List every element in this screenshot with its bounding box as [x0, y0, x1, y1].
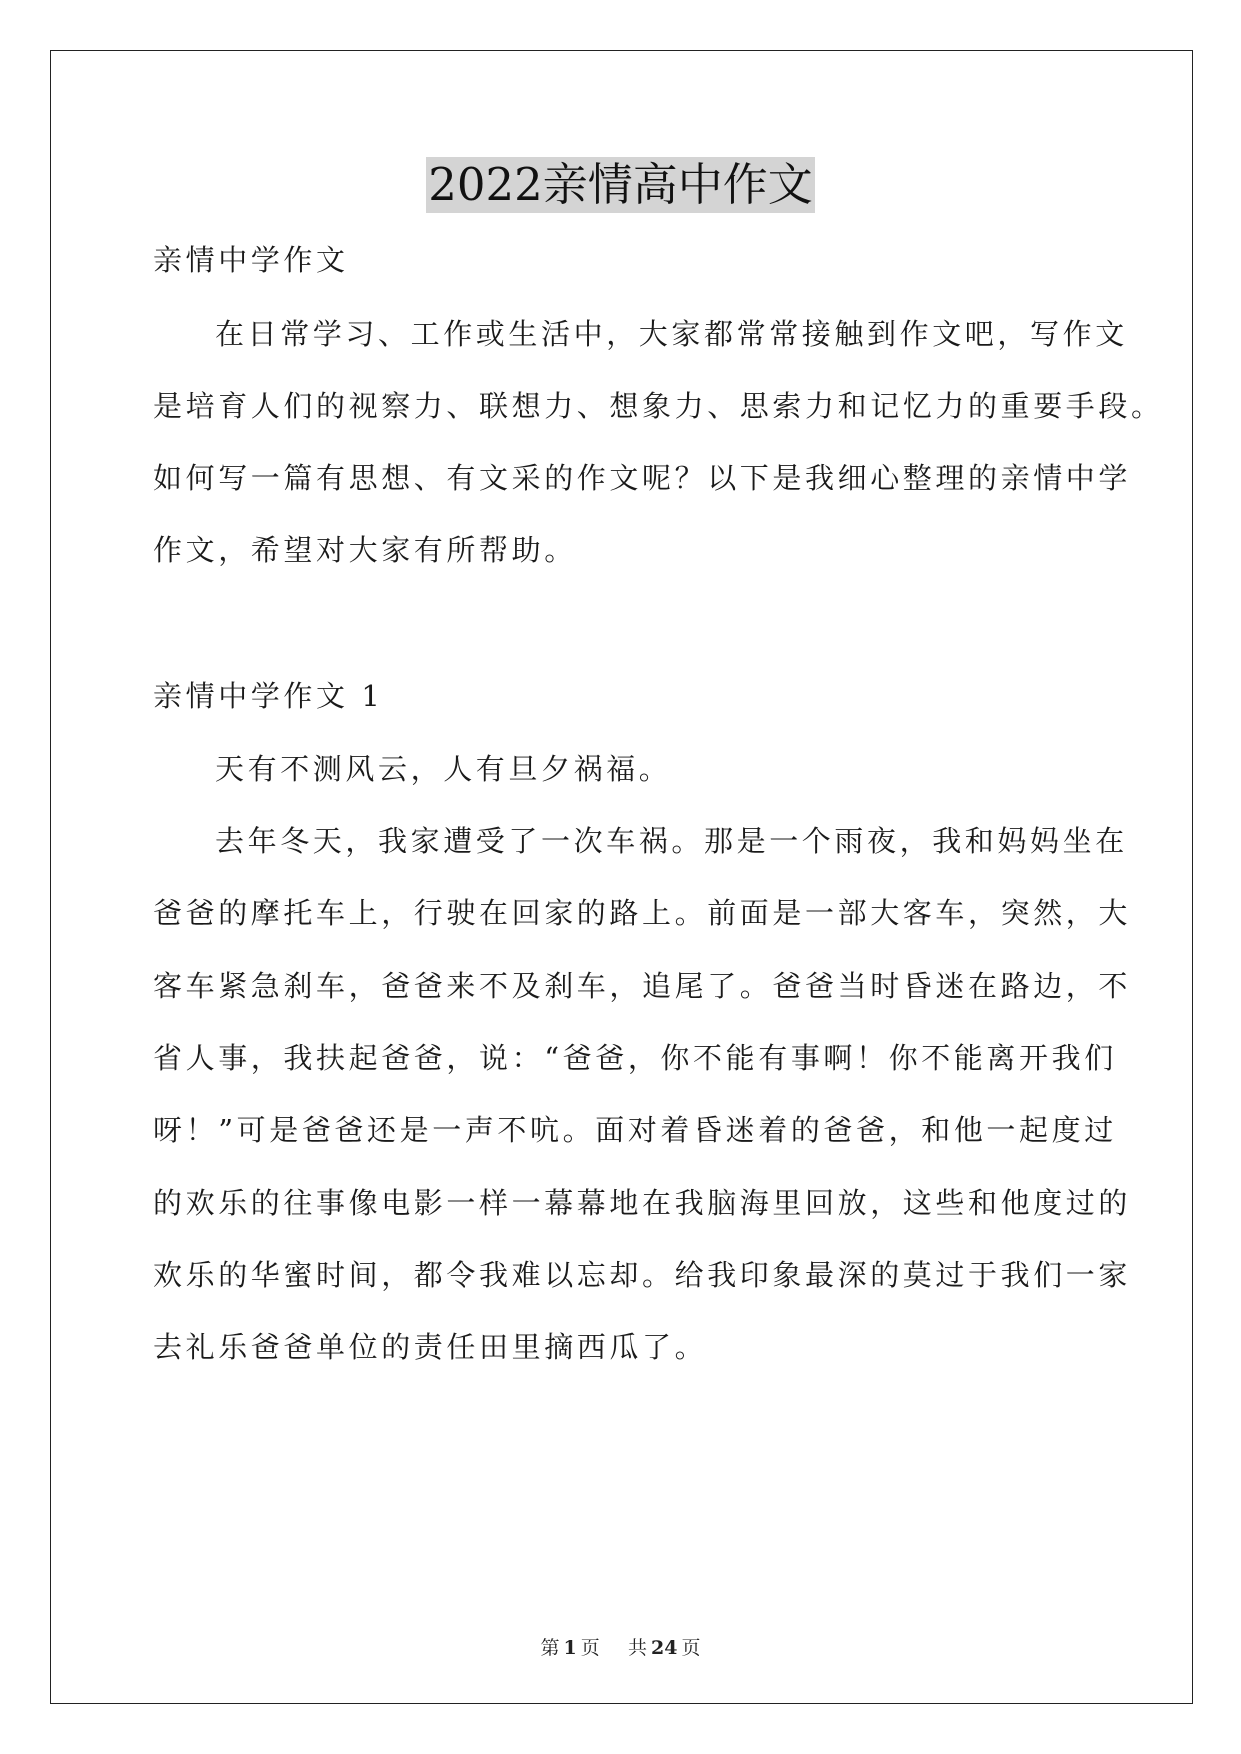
total-pages: 24 [650, 1637, 678, 1659]
section-line-1: 天有不测风云，人有旦夕祸福。 [215, 752, 672, 786]
section-line-7: 的欢乐的往事像电影一样一幕幕地在我脑海里回放，这些和他度过的 [153, 1186, 1132, 1220]
page-number: 1 [563, 1637, 577, 1659]
section-line-2: 去年冬天，我家遭受了一次车祸。那是一个雨夜，我和妈妈坐在 [215, 824, 1128, 858]
section-line-9: 去礼乐爸爸单位的责任田里摘西瓜了。 [153, 1330, 708, 1364]
page-prefix: 第 [540, 1637, 560, 1659]
title-container [0, 157, 1241, 213]
section-line-6: 呀！”可是爸爸还是一声不吭。面对着昏迷着的爸爸，和他一起度过 [153, 1113, 1117, 1147]
intro-line-4: 作文，希望对大家有所帮助。 [153, 533, 577, 567]
document-title: 2022亲情高中作文 [428, 158, 813, 211]
total-suffix: 页 [681, 1637, 701, 1659]
page-footer [0, 1633, 1241, 1660]
page-suffix: 页 [580, 1637, 600, 1659]
page-border [50, 50, 1193, 1704]
section-heading: 亲情中学作文 1 [153, 679, 384, 713]
total-prefix: 共 [627, 1637, 647, 1659]
intro-line-1: 在日常学习、工作或生活中，大家都常常接触到作文吧，写作文 [215, 317, 1128, 351]
section-line-3: 爸爸的摩托车上，行驶在回家的路上。前面是一部大客车，突然，大 [153, 896, 1132, 930]
intro-line-3: 如何写一篇有思想、有文采的作文呢？以下是我细心整理的亲情中学 [153, 461, 1132, 495]
intro-line-2: 是培育人们的视察力、联想力、想象力、思索力和记忆力的重要手段。 [153, 389, 1164, 423]
section-line-8: 欢乐的华蜜时间，都令我难以忘却。给我印象最深的莫过于我们一家 [153, 1258, 1132, 1292]
section-line-5: 省人事，我扶起爸爸，说：“爸爸，你不能有事啊！你不能离开我们 [153, 1041, 1117, 1075]
main-heading: 亲情中学作文 [153, 243, 349, 277]
section-line-4: 客车紧急刹车，爸爸来不及刹车，追尾了。爸爸当时昏迷在路边，不 [153, 969, 1132, 1003]
